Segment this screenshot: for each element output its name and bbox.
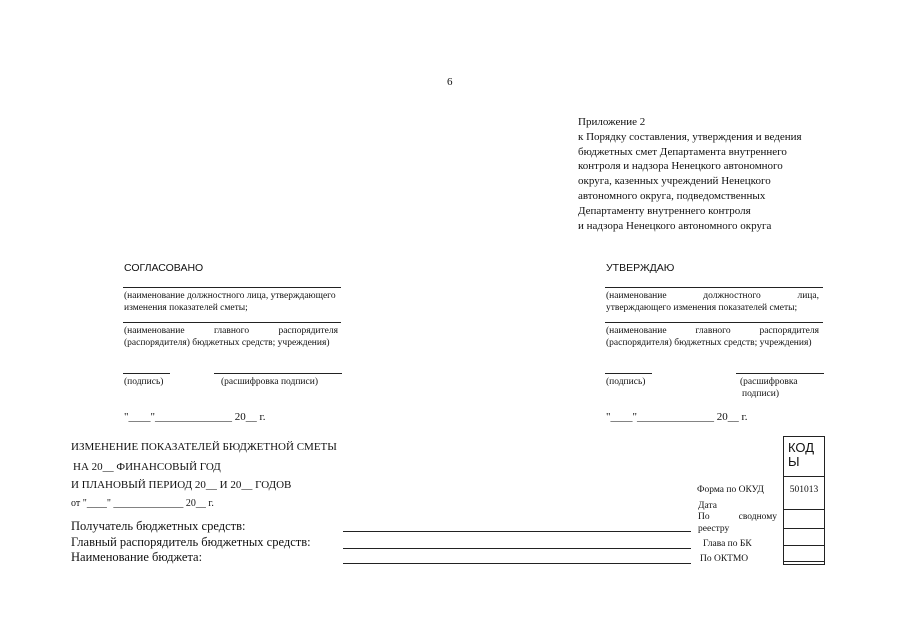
okud-code-cell: 501013 <box>783 476 825 510</box>
oktmo-label: По ОКТМО <box>700 554 749 564</box>
signature-line <box>605 287 823 288</box>
document-heading-period: И ПЛАНОВЫЙ ПЕРИОД 20__ И 20__ ГОДОВ <box>71 479 292 491</box>
signature-line <box>605 373 652 374</box>
oktmo-code-cell <box>783 561 825 565</box>
bk-code-cell <box>783 545 825 562</box>
signature-line <box>736 373 824 374</box>
date-right: "____"______________ 20__ г. <box>606 411 748 423</box>
bk-label: Глава по БК <box>703 539 752 549</box>
field-label-recipient: Получатель бюджетных средств: <box>71 519 246 533</box>
document-date: от "____" ______________ 20__ г. <box>71 498 214 509</box>
signature-decode-caption-right: (расшифровка <box>740 377 798 387</box>
appendix-line: к Порядку составления, утверждения и ведения <box>578 130 802 143</box>
official-caption-left: (наименование должностного лица, утверждающего <box>124 291 336 301</box>
signature-line <box>123 322 341 323</box>
manager-caption-right-2: (распорядителя) бюджетных средств; учреждения) <box>606 338 812 348</box>
manager-caption-left-2: (распорядителя) бюджетных средств; учреждения) <box>124 338 330 348</box>
field-line-budget <box>343 563 691 564</box>
date-label: Дата <box>698 501 717 511</box>
appendix-line: бюджетных смет Департамента внутреннего <box>578 145 787 158</box>
codes-header-2: Ы <box>788 454 800 469</box>
registry-code-cell <box>783 528 825 546</box>
okud-label: Форма по ОКУД <box>697 485 764 495</box>
date-code-cell <box>783 509 825 529</box>
field-line-manager <box>343 548 691 549</box>
manager-caption-right: (наименование главного распорядителя <box>606 326 819 336</box>
signature-caption-left: (подпись) <box>124 377 164 387</box>
approval-right-title: УТВЕРЖДАЮ <box>606 262 675 274</box>
signature-decode-caption-left: (расшифровка подписи) <box>221 377 318 387</box>
registry-label: По сводному <box>698 512 777 522</box>
official-caption-right: (наименование должностного лица, <box>606 291 819 301</box>
official-caption-right-2: утверждающего изменения показателей сметы; <box>606 303 798 313</box>
approval-left-title: СОГЛАСОВАНО <box>124 262 204 274</box>
manager-caption-left: (наименование главного распорядителя <box>124 326 338 336</box>
registry-label-2: реестру <box>698 524 730 534</box>
codes-header: КОД <box>788 440 815 455</box>
field-line-recipient <box>343 531 691 532</box>
signature-line <box>214 373 342 374</box>
appendix-line: автономного округа, подведомственных <box>578 189 766 202</box>
appendix-block <box>578 115 802 233</box>
signature-caption-right: (подпись) <box>606 377 646 387</box>
official-caption-left-2: изменения показателей сметы; <box>124 303 248 313</box>
appendix-line: Приложение 2 <box>578 116 646 128</box>
signature-line <box>123 373 170 374</box>
page-number: 6 <box>447 76 453 88</box>
field-label-budget: Наименование бюджета: <box>71 550 203 564</box>
appendix-line: округа, казенных учреждений Ненецкого <box>578 175 771 188</box>
appendix-line: и надзора Ненецкого автономного округа <box>578 219 772 232</box>
field-label-manager: Главный распорядитель бюджетных средств: <box>71 535 311 549</box>
appendix-line: Департаменту внутреннего контроля <box>578 204 751 217</box>
document-heading-year: НА 20__ ФИНАНСОВЫЙ ГОД <box>73 461 221 473</box>
signature-decode-caption-right-2: подписи) <box>742 389 780 399</box>
signature-line <box>605 322 823 323</box>
appendix-line: контроля и надзора Ненецкого автономного <box>578 160 783 173</box>
date-left: "____"______________ 20__ г. <box>124 411 266 423</box>
document-heading: ИЗМЕНЕНИЕ ПОКАЗАТЕЛЕЙ БЮДЖЕТНОЙ СМЕТЫ <box>71 441 337 453</box>
signature-line <box>123 287 341 288</box>
codes-header-cell <box>783 436 825 477</box>
